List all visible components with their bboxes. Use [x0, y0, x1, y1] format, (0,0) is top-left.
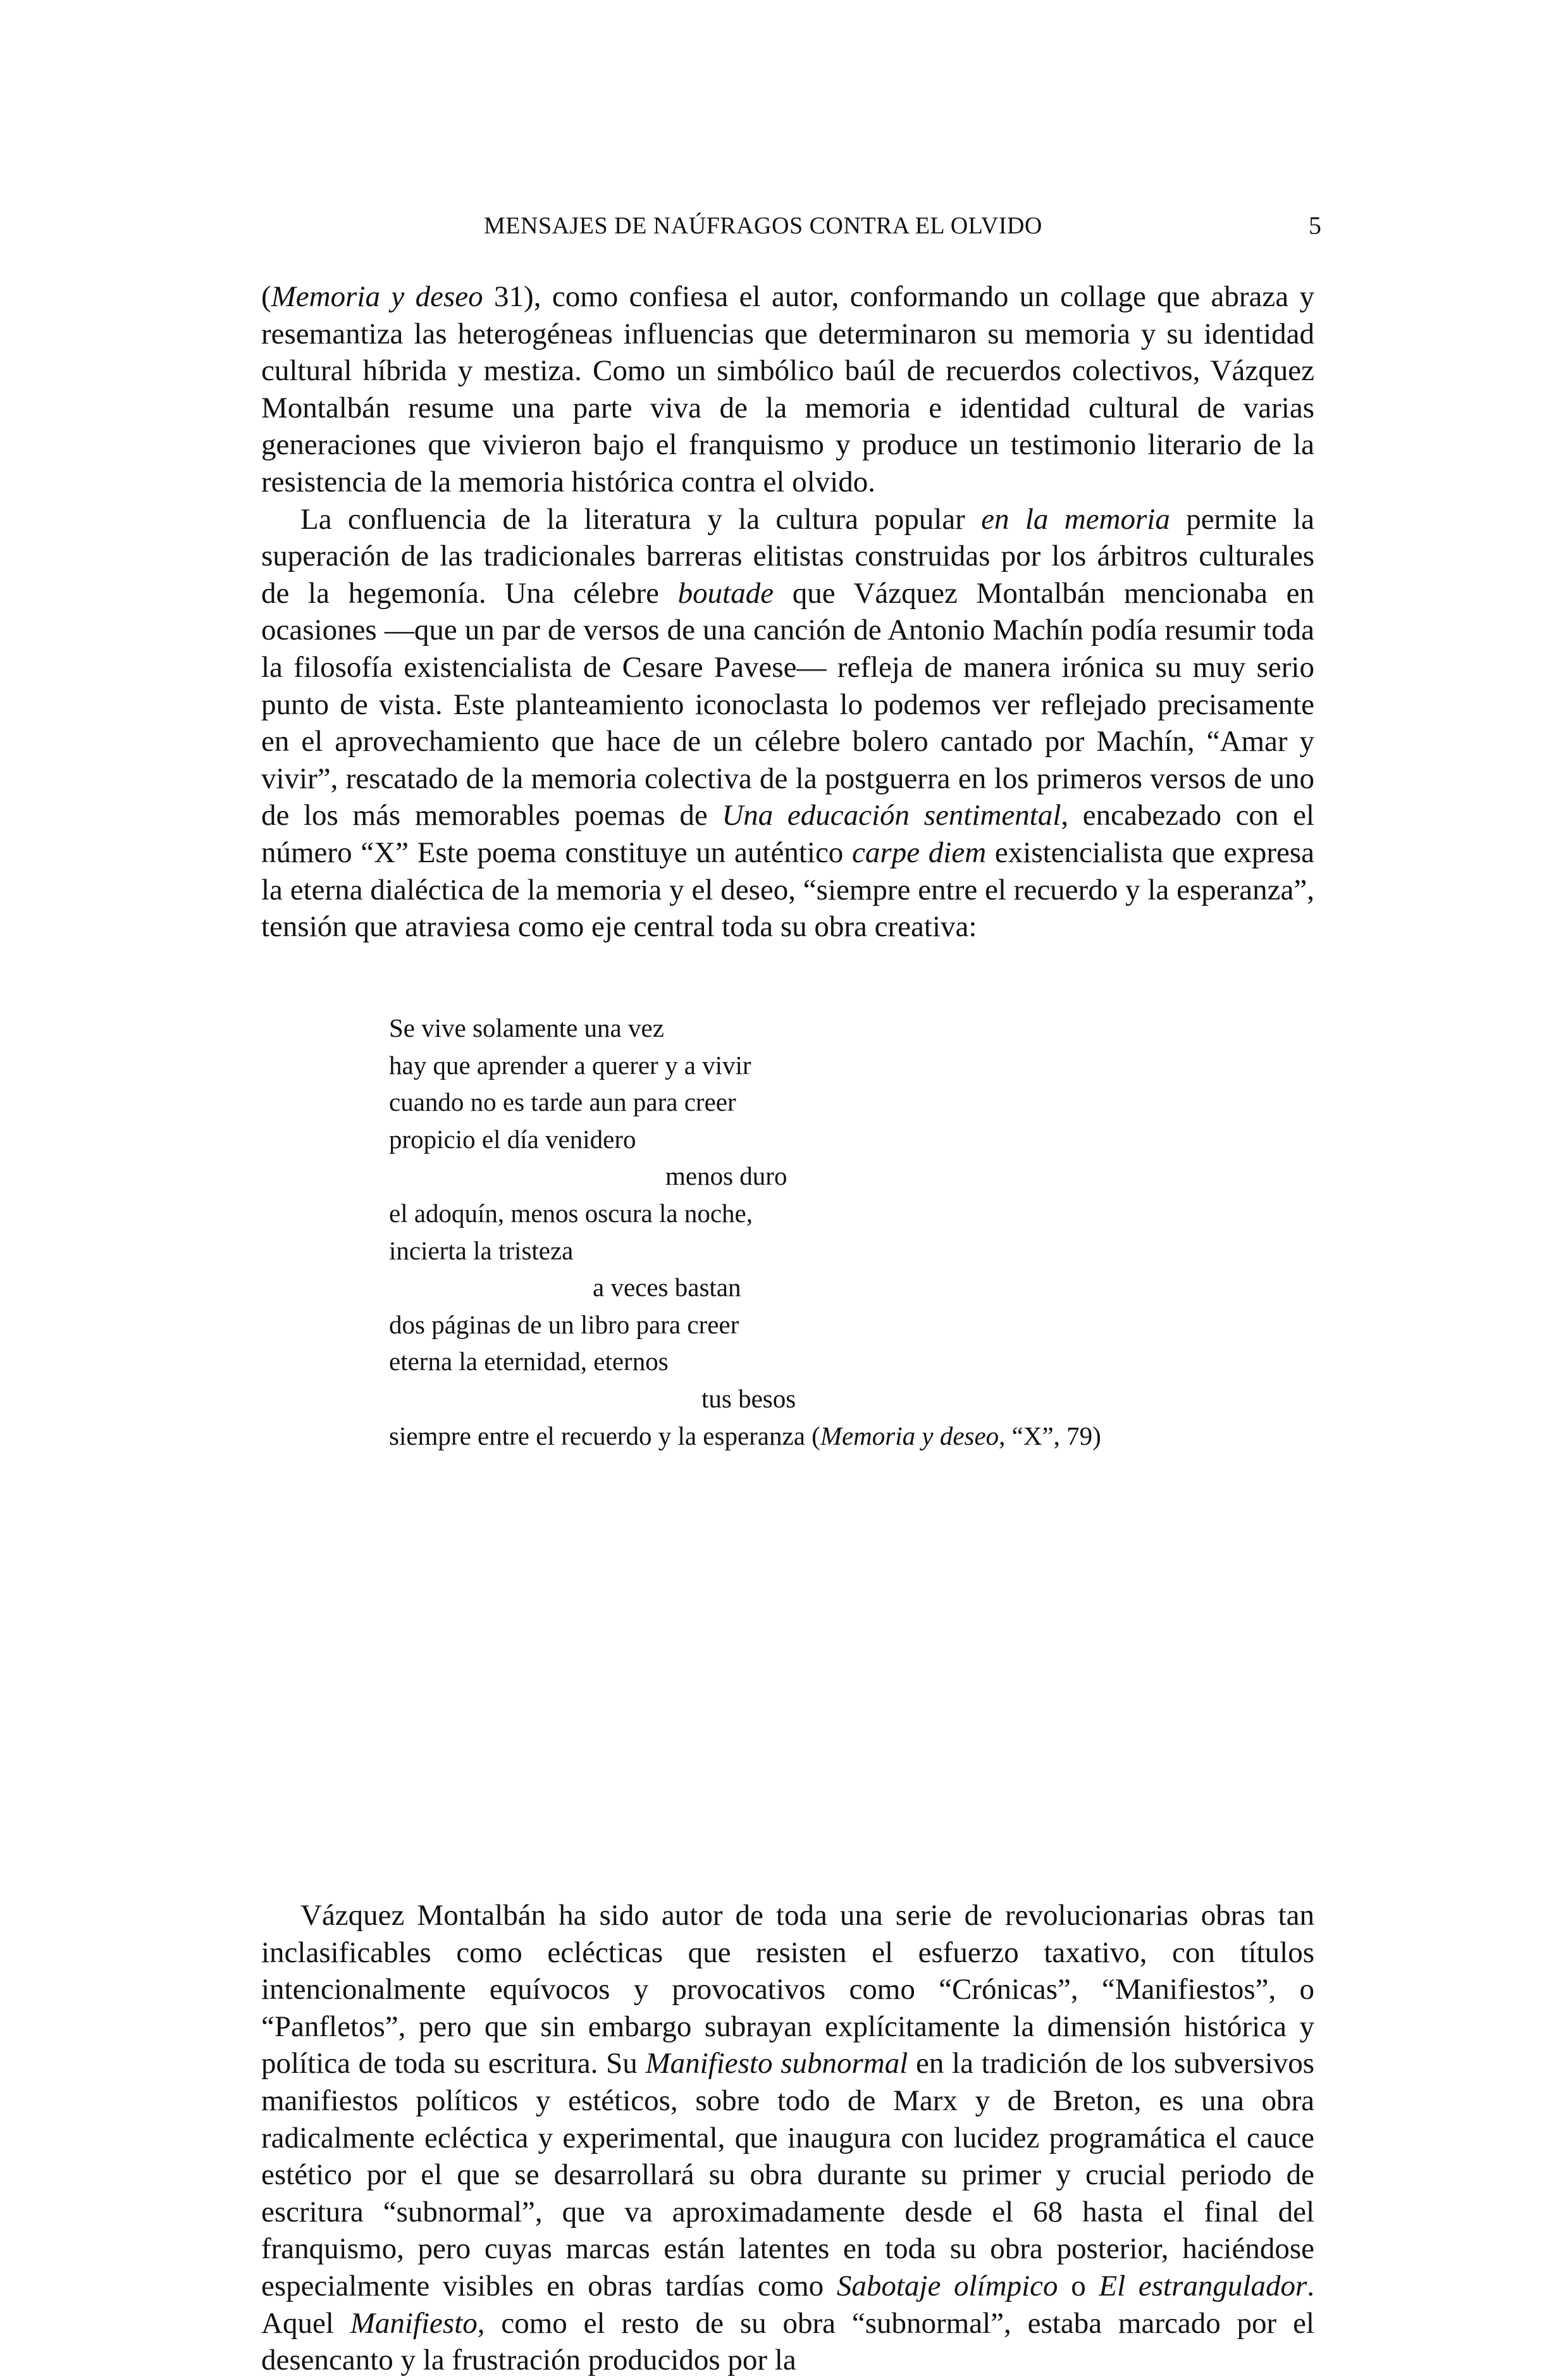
poem-line: tus besos — [701, 1383, 796, 1413]
emphasis-boutade: boutade — [677, 576, 774, 610]
poem-citation-title: Memoria y deseo — [820, 1421, 999, 1450]
poem-line: a veces bastan — [593, 1273, 741, 1302]
poem-line: Se vive solamente una vez — [389, 1013, 664, 1042]
paragraph-2-text-b: permite la superación de las tradicionales barreras elitistas construidas por los árbitros culturales de la hegemonía. Una célebre — [261, 502, 1314, 610]
book-title-el-estrangulador: El estrangulador — [1099, 2269, 1307, 2302]
paragraph-3-text-d: . Aquel — [261, 2269, 1314, 2340]
poem-line: cuando no es tarde aun para creer — [389, 1087, 736, 1117]
paragraph-1: (Memoria y deseo 31), como confiesa el autor, conformando un collage que abraza y resemantiza las heterogéneas influencias que determinaron su memoria y su identidad cultural híbrida y mestiza. Como un simbólico baúl de recuerdos colectivos, Vázquez Montalbán resume una parte viva de la memoria e identidad cultural de varias generaciones que vivieron bajo el franquismo y produce un testimonio literario de la resistencia de la memoria histórica contra el olvido. — [261, 280, 1315, 498]
paragraph-3 — [261, 1897, 1314, 2379]
poem-last-line-text: siempre entre el recuerdo y la esperanza ( — [389, 1421, 820, 1450]
running-header: MENSAJES DE NAÚFRAGOS CONTRA EL OLVIDO — [484, 213, 1042, 239]
poem-quotation — [389, 1010, 1300, 1454]
book-title-sabotaje-olimpico: Sabotaje olímpico — [836, 2269, 1058, 2302]
paragraph-2 — [261, 501, 1314, 946]
paragraph-3-text-b: en la tradición de los subversivos manifiestos políticos y estéticos, sobre todo de Marx y de Breton, es una obra radicalmente ecléctica y experimental, que inaugura con lucidez programática el cauce estético por el que se desarrollará su obra durante su primer y crucial periodo de escritura “subnormal”, que va aproximadamente desde el 68 hasta el final del franquismo, pero cuyas marcas están latentes en toda su obra posterior, haciéndose especialmente visibles en obras tardías como — [261, 2047, 1314, 2302]
page-number: 5 — [1309, 211, 1321, 240]
poem-line: el adoquín, menos oscura la noche, — [389, 1198, 753, 1228]
book-title-manifiesto-subnormal: Manifiesto subnormal — [645, 2047, 908, 2080]
book-title-educacion-sentimental: Una educación sentimental — [722, 799, 1061, 832]
paragraph-3-text-a: Vázquez Montalbán ha sido autor de toda una serie de revolucionarias obras tan inclasificables como eclécticas que resisten el esfuerzo taxativo, con títulos intencionalmente equívocos y provocativos como “Crónicas”, “Manifiestos”, o “Panfletos”, pero que sin embargo subrayan explícitamente la dimensión histórica y política de toda su escritura. Su — [261, 1899, 1314, 2080]
body-text-bottom — [261, 1897, 1314, 2379]
body-text-top — [261, 278, 1314, 946]
paragraph-1-text: 31), como confiesa el autor, conformando un collage que abraza y resemantiza las heterogéneas influencias que determinaron su memoria y su identidad cultural híbrida y mestiza. Como un simbólico baúl de recuerdos colectivos, Vázquez Montalbán resume una parte viva de la memoria e identidad cultural de varias generaciones que vivieron bajo el franquismo y produce un testimonio literario de la resistencia de la memoria histórica contra el olvido. — [261, 280, 1315, 498]
paragraph-3-text-e: , como el resto de su obra “subnormal”, estaba marcado por el desencanto y la frustración producidos por la — [261, 2306, 1314, 2377]
poem-citation-ref: , “X”, 79) — [999, 1421, 1101, 1450]
poem-line: hay que aprender a querer y a vivir — [389, 1050, 751, 1080]
paragraph-2-text-e: existencialista que expresa la eterna dialéctica de la memoria y el deseo, “siempre entre el recuerdo y la esperanza”, tensión que atraviesa como eje central toda su obra creativa: — [261, 836, 1315, 944]
emphasis-en-la-memoria: en la memoria — [981, 502, 1170, 536]
paragraph-2-text-d: , encabezado con el número “X” Este poema constituye un auténtico — [261, 799, 1314, 869]
poem-line: eterna la eternidad, eternos — [389, 1347, 669, 1376]
emphasis-carpe-diem: carpe diem — [852, 836, 987, 869]
poem-line: menos duro — [665, 1161, 787, 1191]
poem-line: incierta la tristeza — [389, 1235, 574, 1265]
poem-last-line — [389, 1418, 1300, 1455]
paragraph-3-text-c: o — [1058, 2269, 1099, 2302]
poem-line: propicio el día venidero — [389, 1124, 636, 1154]
paragraph-2-text-c: que Vázquez Montalbán mencionaba en ocasiones —que un par de versos de una canción de Antonio Machín podía resumir toda la filosofía existencialista de Cesare Pavese— refleja de manera irónica su muy serio punto de vista. Este planteamiento iconoclasta lo podemos ver reflejado precisamente en el aprovechamiento que hace de un célebre bolero cantado por Machín, “Amar y vivir”, rescatado de la memoria colectiva de la postguerra en los primeros versos de uno de los más memorables poemas de — [261, 576, 1314, 832]
paragraph-2-text-a: La confluencia de la literatura y la cultura popular — [300, 502, 982, 536]
book-title-manifiesto: Manifiesto — [350, 2306, 478, 2340]
citation-title: Memoria y deseo — [271, 280, 483, 313]
poem-line: dos páginas de un libro para creer — [389, 1309, 739, 1339]
